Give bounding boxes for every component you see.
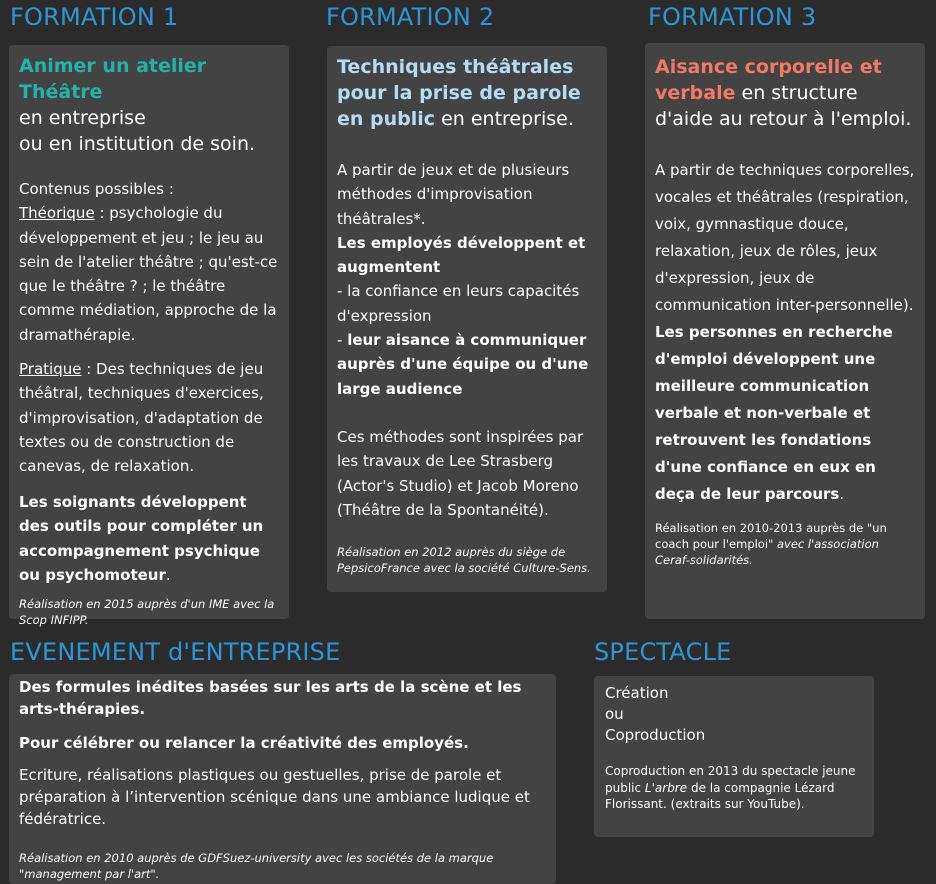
spectacle-card bbox=[594, 676, 874, 837]
formation1-practice-label: Pratique bbox=[19, 360, 82, 379]
formation2-heading: FORMATION 2 bbox=[326, 3, 495, 31]
evenement-line2: Pour célébrer ou relancer la créativité des employés. bbox=[19, 734, 469, 752]
evenement-line1: Des formules inédites basées sur les arts de la scène et les arts-thérapies. bbox=[19, 678, 522, 718]
formation1-credit: Réalisation en 2015 auprès d'un IME avec la Scop INFIPP. bbox=[19, 596, 275, 627]
formation1-card bbox=[9, 45, 289, 627]
spectacle-line1: Création bbox=[605, 684, 669, 702]
evenement-card bbox=[9, 674, 556, 884]
formation1-title-highlight: Animer un atelier Théâtre bbox=[19, 55, 207, 103]
formation3-intro: A partir de techniques corporelles, vocales et théâtrales (respiration, voix, gymnastique douce, relaxation, jeux de rôles, jeux d'expression, jeux de communication inter-personnelle). bbox=[655, 161, 915, 314]
formation2-inspiration: Ces méthodes sont inspirées par les travaux de Lee Strasberg (Actor's Studio) et Jacob Moreno (Théâtre de la Spontanéité). bbox=[337, 427, 584, 519]
spectacle-desc-b: de la compagnie Lézard Florissant. (extraits sur YouTube). bbox=[605, 780, 835, 811]
formation3-credit-a: Réalisation en 2010-2013 auprès de "un coach pour l'emploi" bbox=[655, 521, 887, 551]
formation1-practice bbox=[19, 357, 279, 478]
formation3-title-highlight: Aisance corporelle et verbale bbox=[655, 56, 882, 104]
formation2-title bbox=[337, 54, 597, 132]
spectacle-desc-a: Coproduction en 2013 du spectacle jeune public bbox=[605, 764, 856, 795]
formation3-outcome-bold: Les personnes en recherche d'emploi développent une meilleure communication verbale et non-verbale et retrouvent les fondations d'une confiance en eux en deça de leur parcours bbox=[655, 323, 893, 503]
formation1-theory-text: : psychologie du développement et jeu ; le jeu au sein de l'atelier théâtre ; qu'est-ce que le théâtre ? ; le théâtre comme médiation, approche de la dramathérapie. bbox=[19, 204, 278, 344]
formation1-theory-label: Théorique bbox=[19, 204, 95, 223]
formation3-outcome bbox=[655, 319, 915, 508]
spectacle-title bbox=[605, 683, 864, 746]
formation1-outcome-bold: Les soignants développent des outils pour compléter un accompagnement psychique ou psychomoteur bbox=[19, 492, 264, 585]
formation2-point1: - la confiance en leurs capacités d'expression bbox=[337, 282, 580, 325]
formation2-intro: A partir de jeux et de plusieurs méthodes d'improvisation théâtrales*. bbox=[337, 161, 570, 228]
formation2-title-highlight: Techniques théâtrales pour la prise de parole en public bbox=[337, 56, 581, 130]
formation1-outcome-end: . bbox=[165, 566, 171, 585]
formation1-outcome bbox=[19, 490, 279, 588]
formation1-contents-intro: Contenus possibles : bbox=[19, 180, 174, 198]
formation2-title-rest: en entreprise. bbox=[435, 108, 574, 130]
evenement-description: Ecriture, réalisations plastiques ou gestuelles, prise de parole et préparation à l’intervention scénique dans une ambiance ludique et fédératrice. bbox=[19, 766, 530, 828]
spectacle-line2: ou bbox=[605, 705, 624, 723]
formation2-credit: Réalisation en 2012 auprès du siège de PepsicoFrance avec la société Culture-Sens. bbox=[337, 545, 591, 576]
spectacle-desc-title: L'arbre bbox=[644, 780, 688, 795]
formation3-title bbox=[655, 54, 915, 132]
evenement-heading: EVENEMENT d'ENTREPRISE bbox=[10, 638, 341, 666]
formation2-point2-prefix: - bbox=[337, 331, 348, 350]
formation1-theory bbox=[19, 177, 279, 347]
formation1-heading: FORMATION 1 bbox=[10, 3, 179, 31]
spectacle-description bbox=[605, 763, 864, 813]
formation1-title-line2: en entreprise bbox=[19, 107, 146, 129]
formation1-practice-text: : Des techniques de jeu théâtral, techniques d'exercices, d'improvisation, d'adaptation de textes ou de construction de canevas, de relaxation. bbox=[19, 360, 264, 476]
formation2-point2-bold: leur aisance à communiquer auprès d'une équipe ou d'une large audience bbox=[337, 331, 589, 398]
evenement-credit: Réalisation en 2010 auprès de GDFSuez-university avec les sociétés de la marque "management par l'art". bbox=[19, 851, 494, 881]
formation2-card bbox=[327, 46, 607, 592]
formation2-lead: Les employés développent et augmentent bbox=[337, 233, 586, 277]
formation2-point2 bbox=[337, 328, 597, 401]
formation1-title-line3: ou en institution de soin. bbox=[19, 133, 256, 155]
spectacle-heading: SPECTACLE bbox=[594, 638, 732, 666]
formation3-outcome-end: . bbox=[839, 485, 845, 503]
formation3-credit bbox=[655, 520, 915, 568]
formation3-credit-b: avec l'association Ceraf-solidarités. bbox=[655, 537, 879, 567]
formation3-heading: FORMATION 3 bbox=[648, 3, 817, 31]
formation3-title-rest: en structure d'aide au retour à l'emploi. bbox=[655, 82, 912, 130]
formation1-title bbox=[19, 53, 279, 157]
spectacle-line3: Coproduction bbox=[605, 726, 706, 744]
formation3-card bbox=[645, 43, 925, 619]
